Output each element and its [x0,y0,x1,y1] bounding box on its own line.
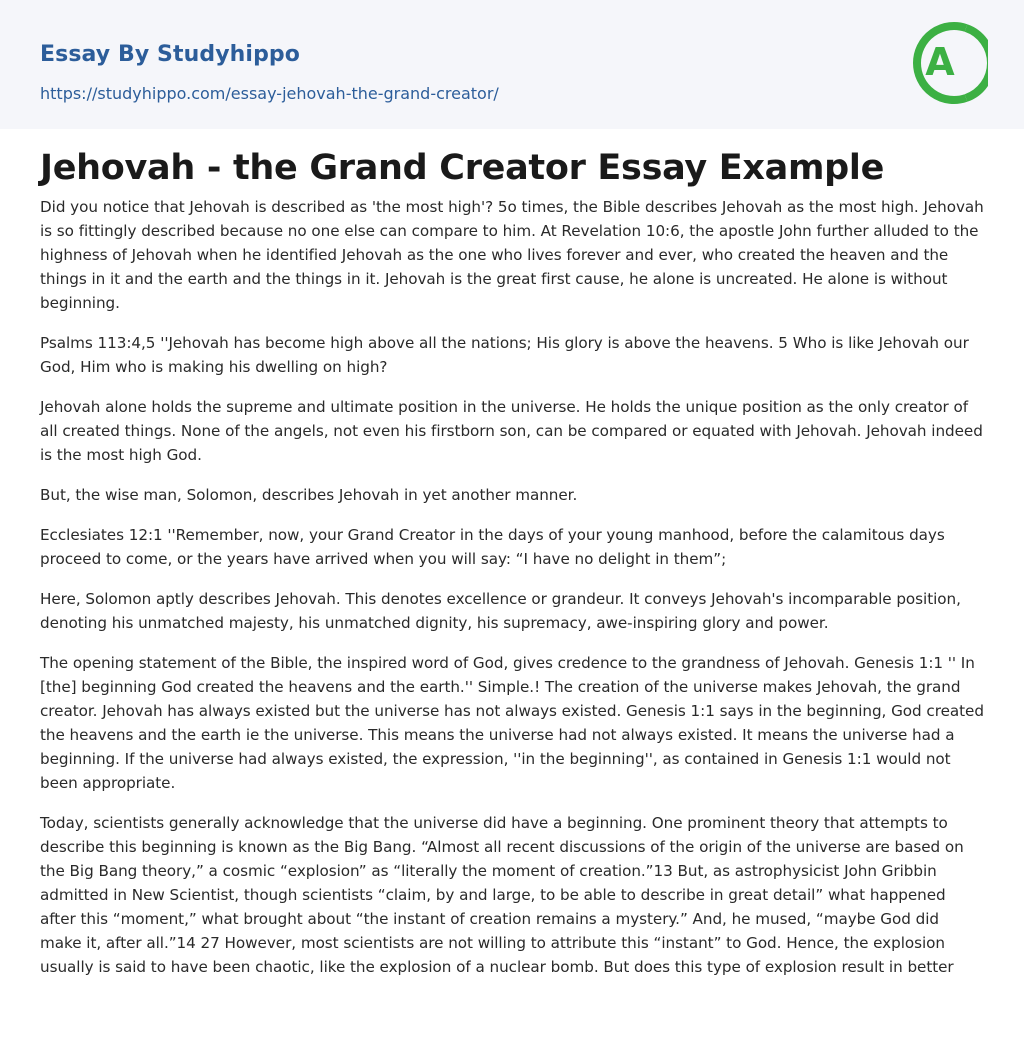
essay-body [40,195,984,995]
paragraph: The opening statement of the Bible, the inspired word of God, gives credence to the grandness of Jehovah. Genesis 1:1 '' In [the] beginning God created the heavens and the earth.'' Simple.! The creation of the universe makes Jehovah, the grand creator. Jehovah has always existed but the universe has not always existed. Genesis 1:1 says in the beginning, God created the heavens and the earth ie the universe. This means the universe had not always existed. It means the universe had a beginning. If the universe had always existed, the expression, ''in the beginning'', as contained in Genesis 1:1 would not been appropriate. [40,654,984,792]
page-url-link[interactable]: https://studyhippo.com/essay-jehovah-the-grand-creator/ [40,84,499,103]
paragraph: Ecclesiates 12:1 ''Remember, now, your Grand Creator in the days of your young manhood, before the calamitous days proceed to come, or the years have arrived when you will say: “I have no delight in them”; [40,526,945,568]
paragraph: Today, scientists generally acknowledge that the universe did have a beginning. One prominent theory that attempts to describe this beginning is known as the Big Bang. “Almost all recent discussions of the origin of the universe are based on the Big Bang theory,” a cosmic “explosion” as “literally the moment of creation.”13 But, as astrophysicist John Gribbin admitted in New Scientist, though scientists “claim, by and large, to be able to describe in great detail” what happened after this “moment,” what brought about “the instant of creation remains a mystery.” And, he mused, “maybe God did make it, after all.”14 27 However, most scientists are not willing to attribute this “instant” to God. Hence, the explosion usually is said to have been chaotic, like the explosion of a nuclear bomb. But does this type of explosion result in better [40,814,964,976]
studyhippo-logo-icon[interactable] [912,18,988,108]
site-brand[interactable]: Essay By Studyhippo [40,42,300,67]
paragraph: Jehovah alone holds the supreme and ultimate position in the universe. He holds the unique position as the only creator of all created things. None of the angels, not even his firstborn son, can be compared or equated with Jehovah. Jehovah indeed is the most high God. [40,398,983,464]
logo-letter: A [925,40,955,84]
paragraph: Psalms 113:4,5 ''Jehovah has become high above all the nations; His glory is above the heavens. 5 Who is like Jehovah our God, Him who is making his dwelling on high? [40,334,969,376]
paragraph: But, the wise man, Solomon, describes Jehovah in yet another manner. [40,486,578,504]
paragraph: Here, Solomon aptly describes Jehovah. This denotes excellence or grandeur. It conveys Jehovah's incomparable position, denoting his unmatched majesty, his unmatched dignity, his supremacy, awe-inspiring glory and power. [40,590,961,632]
page-title: Jehovah - the Grand Creator Essay Example [40,148,885,188]
paragraph: Did you notice that Jehovah is described as 'the most high'? 5o times, the Bible describes Jehovah as the most high. Jehovah is so fittingly described because no one else can compare to him. At Revelation 10:6, the apostle John further alluded to the highness of Jehovah when he identified Jehovah as the one who lives forever and ever, who created the heaven and the things in it and the earth and the things in it. Jehovah is the great first cause, he alone is uncreated. He alone is without beginning. [40,198,984,312]
